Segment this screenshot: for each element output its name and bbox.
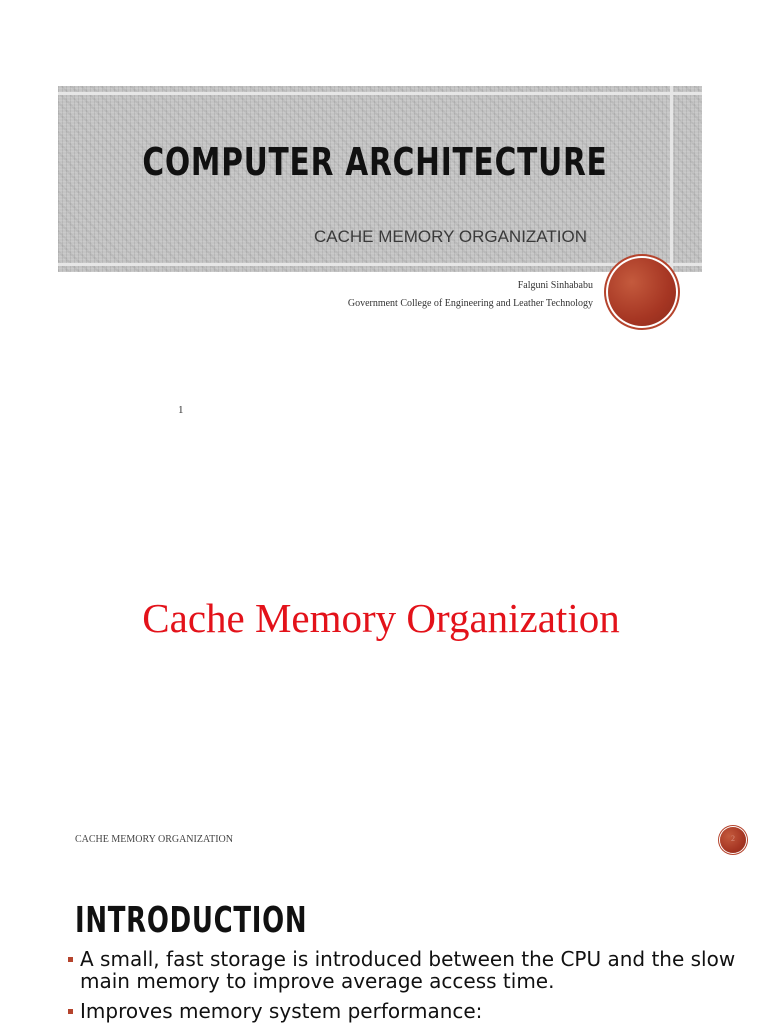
intro-heading bbox=[75, 900, 307, 941]
slide-footer: CACHE MEMORY ORGANIZATION bbox=[75, 834, 233, 845]
banner-divider bbox=[670, 86, 673, 272]
page-badge-number: 2 bbox=[731, 834, 735, 843]
bullet-text: A small, fast storage is introduced between the CPU and the slow main memory to improve average access time. bbox=[80, 947, 736, 993]
bullet-marker-icon bbox=[68, 957, 73, 962]
content-slide bbox=[0, 880, 768, 1024]
page-number: 1 bbox=[178, 404, 184, 416]
bullet-item bbox=[64, 948, 744, 992]
presentation-title bbox=[83, 140, 668, 184]
bullet-list bbox=[64, 948, 744, 1030]
section-slide bbox=[0, 440, 768, 880]
presentation-subtitle: CACHE MEMORY ORGANIZATION bbox=[314, 227, 587, 246]
banner-top-line bbox=[58, 92, 702, 95]
bullet-item bbox=[64, 1000, 744, 1022]
college-name: Government College of Engineering and Leather Technology bbox=[347, 298, 593, 309]
presentation-title-text: COMPUTER ARCHITECTURE bbox=[142, 140, 608, 184]
bullet-text: Improves memory system performance: bbox=[80, 999, 483, 1023]
bullet-marker-icon bbox=[68, 1009, 73, 1014]
section-title: Cache Memory Organization bbox=[142, 595, 620, 641]
title-slide bbox=[0, 0, 768, 440]
banner-bottom-line bbox=[58, 263, 702, 266]
decorative-circle bbox=[608, 258, 676, 326]
intro-heading-text: INTRODUCTION bbox=[75, 900, 308, 941]
author-name: Falguni Sinhababu bbox=[517, 280, 593, 291]
page-badge bbox=[720, 827, 746, 853]
